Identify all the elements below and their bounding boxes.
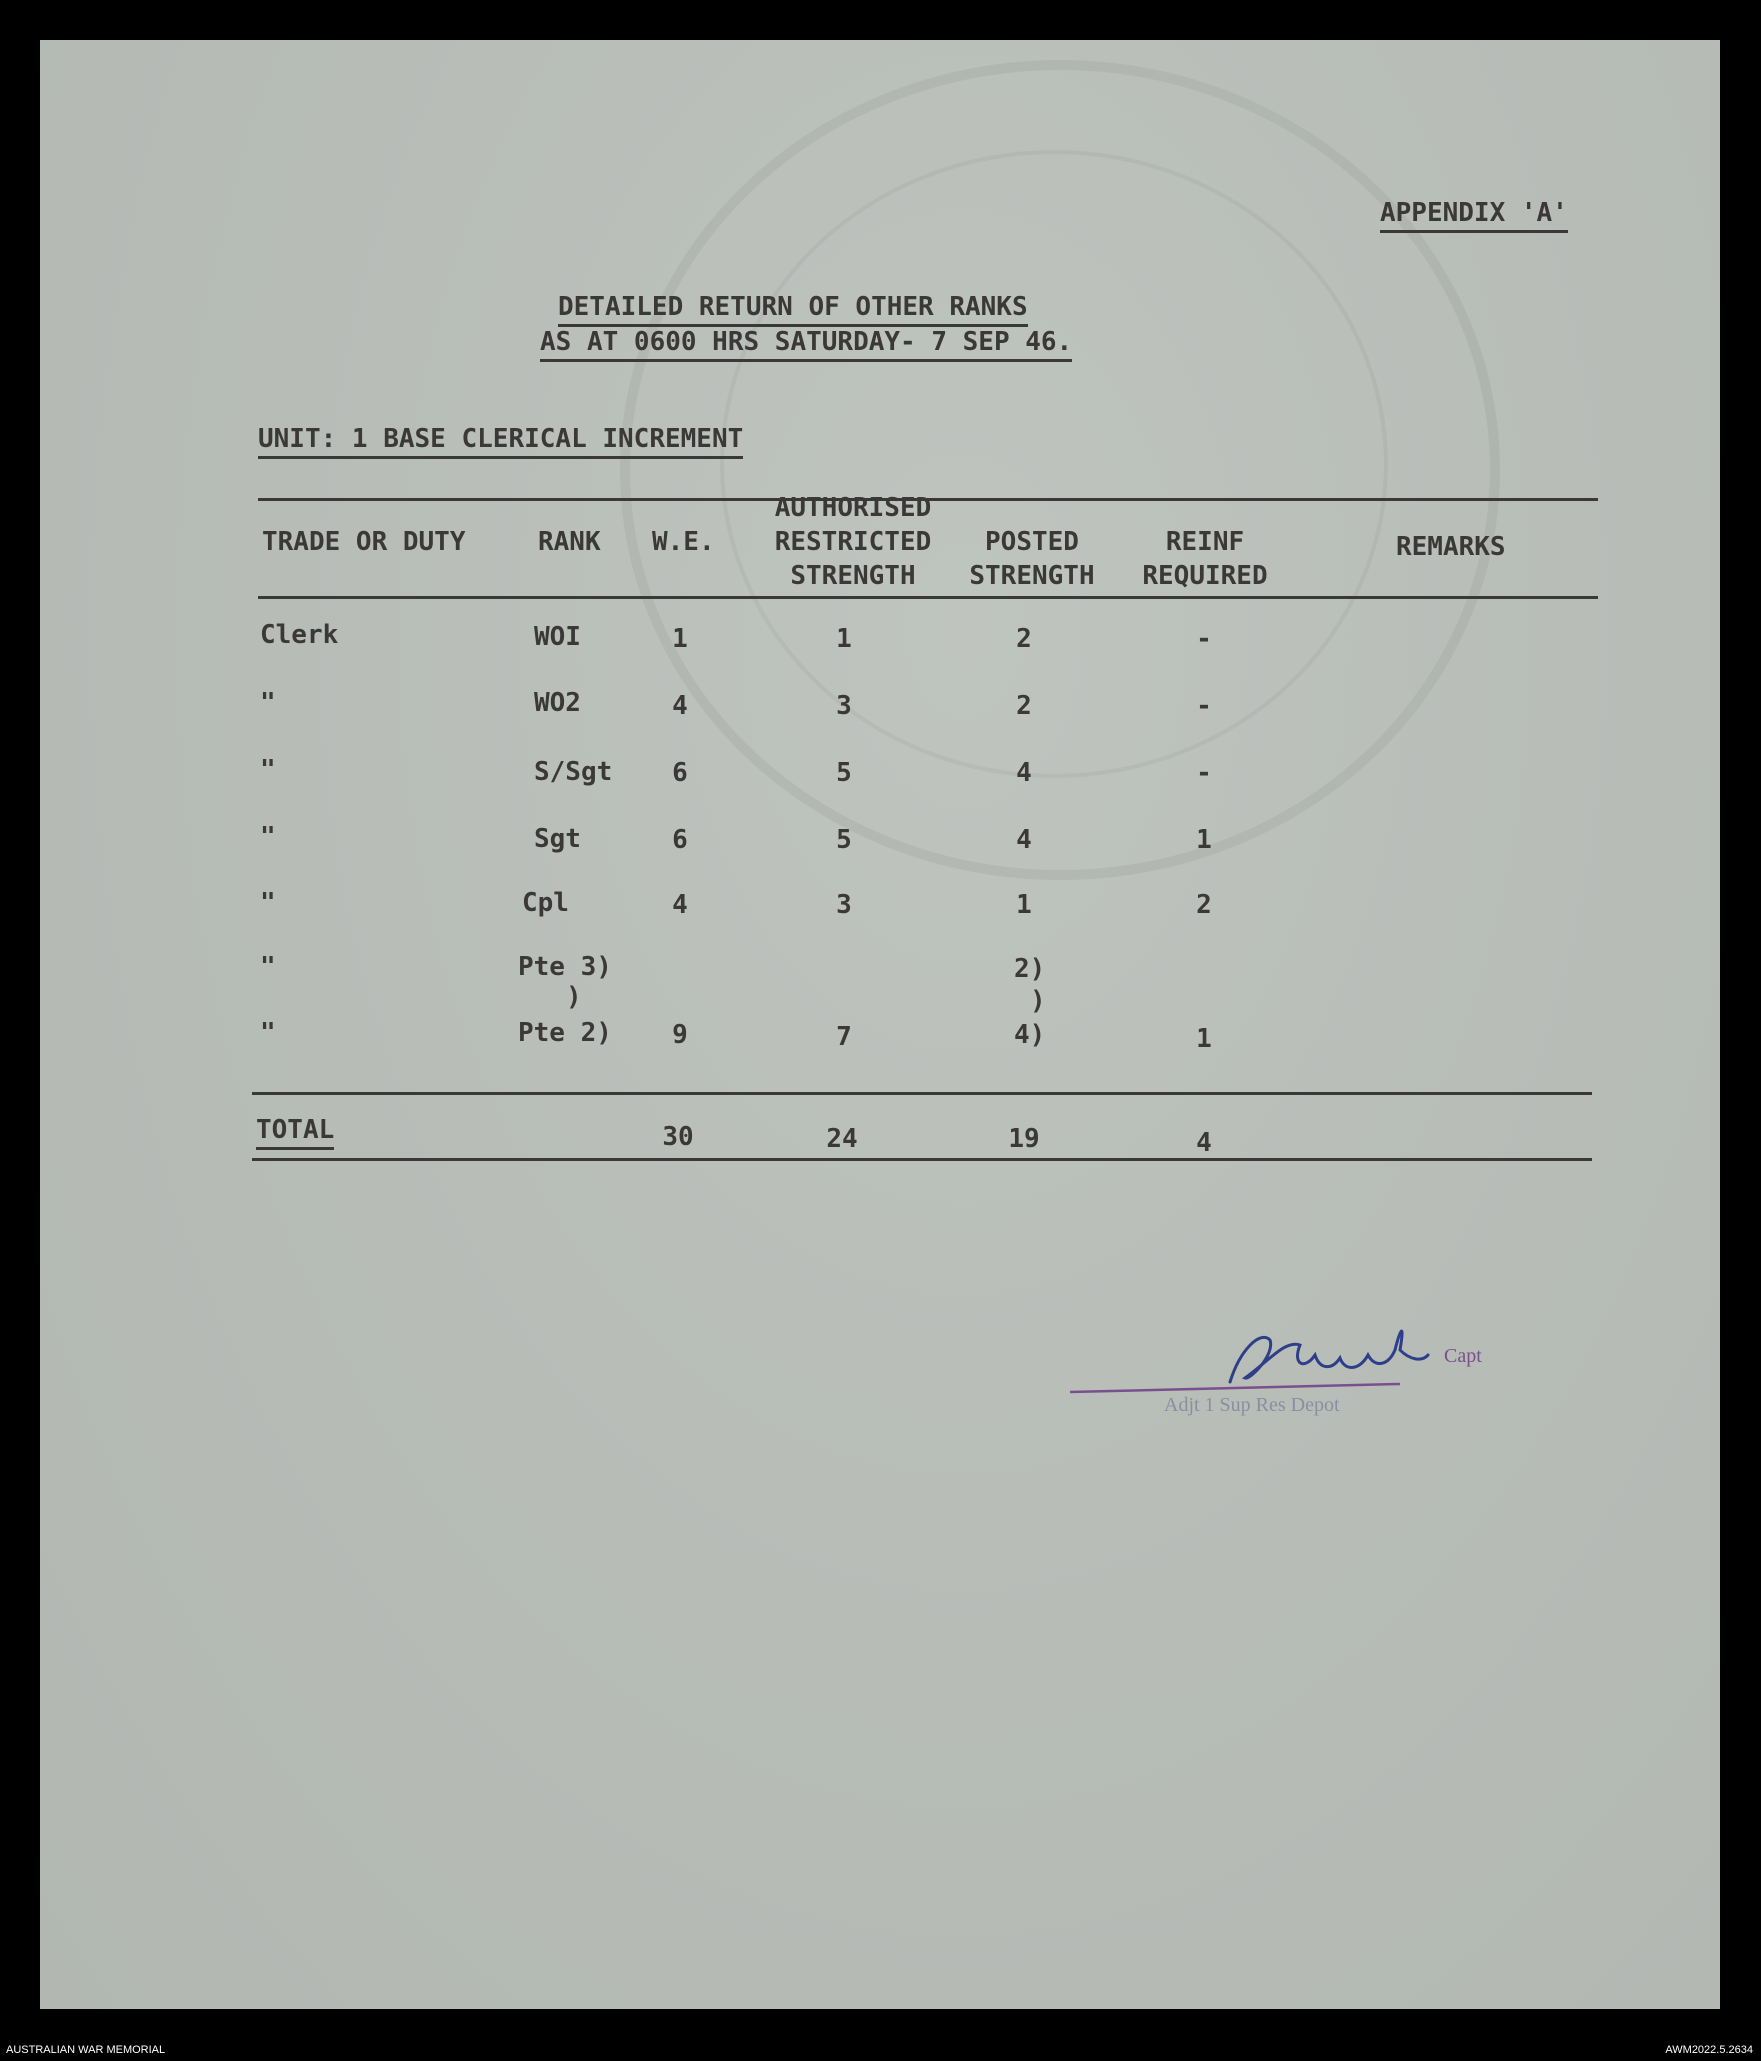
signature-title-stamp: Adjt 1 Sup Res Depot bbox=[1164, 1394, 1340, 1416]
cell-auth: 5 bbox=[836, 758, 852, 788]
cell-posted: ) bbox=[1030, 986, 1046, 1016]
cell-we: 6 bbox=[672, 825, 688, 855]
cell-reinf: - bbox=[1196, 624, 1212, 654]
cell-trade: " bbox=[260, 888, 276, 918]
cell-posted: 1 bbox=[1016, 890, 1032, 920]
cell-we: 4 bbox=[672, 691, 688, 721]
table-total-rule bbox=[252, 1092, 1592, 1095]
cell-reinf: 1 bbox=[1196, 1024, 1212, 1054]
cell-posted: 4) bbox=[1014, 1020, 1046, 1050]
header-rank: RANK bbox=[538, 527, 601, 557]
header-posted-2: STRENGTH bbox=[969, 561, 1095, 591]
cell-trade: " bbox=[260, 755, 276, 785]
cell-auth: 7 bbox=[836, 1022, 852, 1052]
cell-posted: 2) bbox=[1014, 954, 1046, 984]
header-remarks: REMARKS bbox=[1396, 532, 1506, 562]
cell-trade: " bbox=[260, 1018, 276, 1048]
cell-rank: ) bbox=[566, 982, 582, 1012]
header-reinf-2: REQUIRED bbox=[1142, 561, 1268, 591]
cell-reinf: - bbox=[1196, 691, 1212, 721]
signature-rank: Capt bbox=[1444, 1345, 1482, 1367]
cell-we: 1 bbox=[672, 624, 688, 654]
total-posted: 19 bbox=[1008, 1124, 1040, 1154]
cell-rank: S/Sgt bbox=[534, 757, 613, 787]
cell-we: 4 bbox=[672, 890, 688, 920]
title-line-1: DETAILED RETURN OF OTHER RANKS bbox=[558, 292, 1028, 327]
cell-rank: Sgt bbox=[534, 824, 581, 854]
header-we: W.E. bbox=[652, 527, 715, 557]
footer-accession-number: AWM2022.5.2634 bbox=[1665, 2044, 1753, 2056]
cell-trade: " bbox=[260, 952, 276, 982]
header-auth-2: RESTRICTED bbox=[774, 527, 932, 557]
cell-posted: 4 bbox=[1016, 825, 1032, 855]
total-auth: 24 bbox=[826, 1124, 858, 1154]
cell-trade: " bbox=[260, 688, 276, 718]
cell-reinf: 2 bbox=[1196, 890, 1212, 920]
total-label: TOTAL bbox=[256, 1115, 334, 1150]
faded-stamp-inner-ring bbox=[720, 150, 1388, 778]
cell-posted: 2 bbox=[1016, 624, 1032, 654]
total-reinf: 4 bbox=[1196, 1128, 1212, 1158]
cell-posted: 2 bbox=[1016, 691, 1032, 721]
cell-rank: Pte 2) bbox=[518, 1018, 612, 1048]
cell-rank: Cpl bbox=[522, 888, 569, 918]
cell-we: 9 bbox=[672, 1020, 688, 1050]
appendix-label: APPENDIX 'A' bbox=[1380, 198, 1568, 233]
header-auth-3: STRENGTH bbox=[790, 561, 916, 591]
cell-reinf: - bbox=[1196, 758, 1212, 788]
cell-rank: WOI bbox=[534, 622, 581, 652]
header-reinf-1: REINF bbox=[1165, 527, 1245, 557]
header-bottom-rule bbox=[258, 596, 1598, 599]
cell-auth: 1 bbox=[836, 624, 852, 654]
cell-we: 6 bbox=[672, 758, 688, 788]
unit-label: UNIT: 1 BASE CLERICAL INCREMENT bbox=[258, 424, 743, 459]
cell-reinf: 1 bbox=[1196, 825, 1212, 855]
table-bottom-rule bbox=[252, 1158, 1592, 1161]
cell-auth: 5 bbox=[836, 825, 852, 855]
cell-rank: Pte 3) bbox=[518, 952, 612, 982]
cell-posted: 4 bbox=[1016, 758, 1032, 788]
cell-trade: " bbox=[260, 822, 276, 852]
cell-rank: WO2 bbox=[534, 688, 581, 718]
cell-auth: 3 bbox=[836, 890, 852, 920]
header-auth-1: AUTHORISED bbox=[774, 493, 932, 523]
title-line-2: AS AT 0600 HRS SATURDAY- 7 SEP 46. bbox=[540, 327, 1072, 362]
header-trade: TRADE OR DUTY bbox=[262, 527, 466, 557]
footer-source: AUSTRALIAN WAR MEMORIAL bbox=[6, 2044, 166, 2056]
header-posted-1: POSTED bbox=[985, 527, 1079, 557]
total-we: 30 bbox=[662, 1122, 694, 1152]
cell-auth: 3 bbox=[836, 691, 852, 721]
cell-trade: Clerk bbox=[260, 620, 339, 650]
